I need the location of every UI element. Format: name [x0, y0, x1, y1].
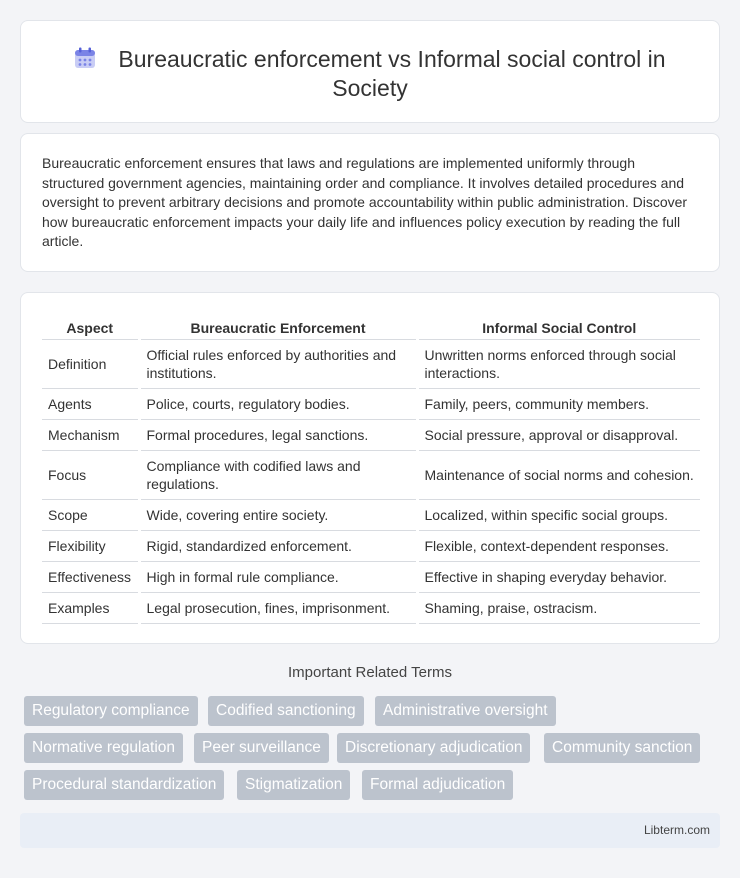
informal-cell: Unwritten norms enforced through social interactions.	[417, 339, 700, 388]
related-term-tag[interactable]: Peer surveillance	[194, 733, 329, 763]
aspect-cell: Examples	[42, 592, 139, 623]
title-card	[20, 20, 720, 123]
aspect-cell: Effectiveness	[42, 561, 139, 592]
informal-cell: Maintenance of social norms and cohesion.	[417, 450, 700, 499]
page-title	[21, 45, 719, 103]
informal-cell: Effective in shaping everyday behavior.	[417, 561, 700, 592]
bureaucratic-cell: Police, courts, regulatory bodies.	[139, 388, 417, 419]
informal-cell: Family, peers, community members.	[417, 388, 700, 419]
related-term-tag[interactable]: Discretionary adjudication	[337, 733, 530, 763]
column-header-bureaucratic: Bureaucratic Enforcement	[139, 313, 417, 339]
related-term-tag[interactable]: Regulatory compliance	[24, 696, 198, 726]
informal-cell: Social pressure, approval or disapproval.	[417, 419, 700, 450]
informal-cell: Localized, within specific social groups.	[417, 499, 700, 530]
table-row	[42, 388, 700, 419]
related-term-tag[interactable]: Community sanction	[544, 733, 700, 763]
related-term-tag[interactable]: Formal adjudication	[362, 770, 513, 800]
aspect-cell: Agents	[42, 388, 139, 419]
intro-paragraph: Bureaucratic enforcement ensures that laws and regulations are implemented uniformly through structured government agencies, maintaining order and compliance. It involves detailed procedures and oversight to prevent arbitrary decisions and promote accountability within public administration. Discover how bureaucratic enforcement impacts your daily life and influences policy execution by reading the full article.	[42, 155, 688, 250]
aspect-cell: Flexibility	[42, 530, 139, 561]
bureaucratic-cell: High in formal rule compliance.	[139, 561, 417, 592]
related-terms-heading: Important Related Terms	[288, 664, 452, 681]
related-term-tag[interactable]: Administrative oversight	[375, 696, 556, 726]
table-row	[42, 561, 700, 592]
table-row	[42, 339, 700, 388]
bureaucratic-cell: Wide, covering entire society.	[139, 499, 417, 530]
informal-cell: Shaming, praise, ostracism.	[417, 592, 700, 623]
footer	[20, 813, 720, 848]
aspect-cell: Mechanism	[42, 419, 139, 450]
table-row	[42, 530, 700, 561]
aspect-cell: Definition	[42, 339, 139, 388]
bureaucratic-cell: Official rules enforced by authorities and institutions.	[139, 339, 417, 388]
informal-cell: Flexible, context-dependent responses.	[417, 530, 700, 561]
calendar-icon	[74, 47, 96, 69]
aspect-cell: Scope	[42, 499, 139, 530]
aspect-cell: Focus	[42, 450, 139, 499]
related-term-tag[interactable]: Normative regulation	[24, 733, 183, 763]
bureaucratic-cell: Formal procedures, legal sanctions.	[139, 419, 417, 450]
table-row	[42, 450, 700, 499]
intro-card	[20, 133, 720, 272]
table-header-row	[42, 313, 700, 339]
column-header-informal: Informal Social Control	[417, 313, 700, 339]
page-title-text: Bureaucratic enforcement vs Informal social control in Society	[118, 46, 666, 101]
related-term-tag[interactable]: Procedural standardization	[24, 770, 224, 800]
bureaucratic-cell: Legal prosecution, fines, imprisonment.	[139, 592, 417, 623]
column-header-aspect: Aspect	[66, 319, 114, 336]
comparison-card	[20, 292, 720, 644]
bureaucratic-cell: Compliance with codified laws and regulations.	[139, 450, 417, 499]
table-row	[42, 499, 700, 530]
related-term-tag[interactable]: Codified sanctioning	[208, 696, 364, 726]
comparison-table	[42, 313, 700, 624]
footer-site-link[interactable]: Libterm.com	[643, 823, 710, 837]
table-row	[42, 419, 700, 450]
bureaucratic-cell: Rigid, standardized enforcement.	[139, 530, 417, 561]
table-row	[42, 592, 700, 623]
related-term-tag[interactable]: Stigmatization	[237, 770, 350, 800]
